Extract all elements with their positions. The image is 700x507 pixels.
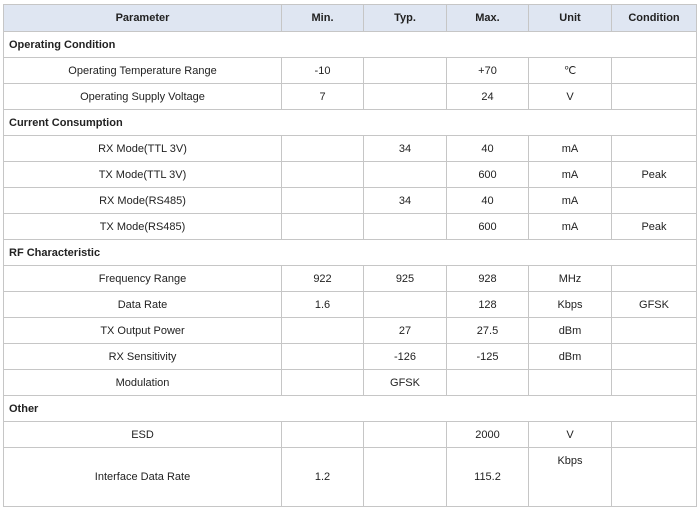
min-cell: 922 — [282, 266, 364, 292]
min-cell — [282, 214, 364, 240]
condition-cell — [612, 448, 697, 507]
section-row — [4, 240, 697, 266]
table-row — [4, 370, 697, 396]
condition-cell — [612, 84, 697, 110]
unit-cell: mA — [529, 214, 612, 240]
condition-cell: Peak — [612, 162, 697, 188]
parameter-cell: Frequency Range — [4, 266, 282, 292]
unit-cell: Kbps — [529, 448, 612, 507]
max-cell — [447, 370, 529, 396]
max-cell: 40 — [447, 188, 529, 214]
parameter-cell: RX Sensitivity — [4, 344, 282, 370]
table-row — [4, 448, 697, 507]
condition-cell — [612, 370, 697, 396]
typ-cell — [364, 448, 447, 507]
parameter-cell: TX Mode(RS485) — [4, 214, 282, 240]
unit-cell: dBm — [529, 318, 612, 344]
table-row — [4, 188, 697, 214]
unit-cell: mA — [529, 188, 612, 214]
table-row — [4, 344, 697, 370]
min-cell — [282, 162, 364, 188]
header-unit: Unit — [529, 5, 612, 32]
typ-cell — [364, 162, 447, 188]
min-cell: 1.2 — [282, 448, 364, 507]
max-cell: 2000 — [447, 422, 529, 448]
max-cell: 24 — [447, 84, 529, 110]
unit-cell: MHz — [529, 266, 612, 292]
unit-cell: dBm — [529, 344, 612, 370]
condition-cell: Peak — [612, 214, 697, 240]
section-title: RF Characteristic — [4, 240, 697, 266]
unit-cell: ℃ — [529, 58, 612, 84]
section-row — [4, 32, 697, 58]
header-max: Max. — [447, 5, 529, 32]
condition-cell — [612, 422, 697, 448]
unit-cell: mA — [529, 136, 612, 162]
min-cell: 7 — [282, 84, 364, 110]
section-row — [4, 396, 697, 422]
typ-cell: 925 — [364, 266, 447, 292]
table-row — [4, 422, 697, 448]
table-row — [4, 292, 697, 318]
section-title: Other — [4, 396, 697, 422]
table-header-row — [4, 5, 697, 32]
max-cell: 600 — [447, 162, 529, 188]
typ-cell — [364, 422, 447, 448]
min-cell — [282, 136, 364, 162]
typ-cell — [364, 214, 447, 240]
table-row — [4, 84, 697, 110]
parameter-cell: Operating Supply Voltage — [4, 84, 282, 110]
condition-cell — [612, 136, 697, 162]
parameter-cell: Operating Temperature Range — [4, 58, 282, 84]
parameter-cell: Interface Data Rate — [4, 448, 282, 507]
section-title: Current Consumption — [4, 110, 697, 136]
section-title: Operating Condition — [4, 32, 697, 58]
table-row — [4, 266, 697, 292]
typ-cell: GFSK — [364, 370, 447, 396]
parameter-cell: RX Mode(RS485) — [4, 188, 282, 214]
condition-cell: GFSK — [612, 292, 697, 318]
min-cell: -10 — [282, 58, 364, 84]
parameter-cell: ESD — [4, 422, 282, 448]
max-cell: -125 — [447, 344, 529, 370]
condition-cell — [612, 58, 697, 84]
min-cell — [282, 318, 364, 344]
unit-cell — [529, 370, 612, 396]
table-row — [4, 318, 697, 344]
max-cell: 600 — [447, 214, 529, 240]
header-parameter: Parameter — [4, 5, 282, 32]
condition-cell — [612, 318, 697, 344]
typ-cell — [364, 292, 447, 318]
typ-cell: 34 — [364, 188, 447, 214]
typ-cell: 27 — [364, 318, 447, 344]
min-cell — [282, 422, 364, 448]
section-row — [4, 110, 697, 136]
max-cell: 40 — [447, 136, 529, 162]
table-row — [4, 214, 697, 240]
typ-cell: 34 — [364, 136, 447, 162]
min-cell: 1.6 — [282, 292, 364, 318]
table-row — [4, 58, 697, 84]
max-cell: 928 — [447, 266, 529, 292]
table-row — [4, 136, 697, 162]
min-cell — [282, 344, 364, 370]
typ-cell — [364, 84, 447, 110]
header-min: Min. — [282, 5, 364, 32]
condition-cell — [612, 344, 697, 370]
unit-cell: V — [529, 84, 612, 110]
table-row — [4, 162, 697, 188]
max-cell: 128 — [447, 292, 529, 318]
min-cell — [282, 188, 364, 214]
unit-cell: mA — [529, 162, 612, 188]
typ-cell: -126 — [364, 344, 447, 370]
unit-cell: V — [529, 422, 612, 448]
specification-table — [3, 4, 697, 507]
max-cell: 27.5 — [447, 318, 529, 344]
parameter-cell: Data Rate — [4, 292, 282, 318]
parameter-cell: RX Mode(TTL 3V) — [4, 136, 282, 162]
parameter-cell: TX Output Power — [4, 318, 282, 344]
header-condition: Condition — [612, 5, 697, 32]
typ-cell — [364, 58, 447, 84]
parameter-cell: Modulation — [4, 370, 282, 396]
max-cell: 115.2 — [447, 448, 529, 507]
min-cell — [282, 370, 364, 396]
table-body — [4, 32, 697, 507]
parameter-cell: TX Mode(TTL 3V) — [4, 162, 282, 188]
header-typ: Typ. — [364, 5, 447, 32]
max-cell: +70 — [447, 58, 529, 84]
unit-cell: Kbps — [529, 292, 612, 318]
condition-cell — [612, 188, 697, 214]
condition-cell — [612, 266, 697, 292]
